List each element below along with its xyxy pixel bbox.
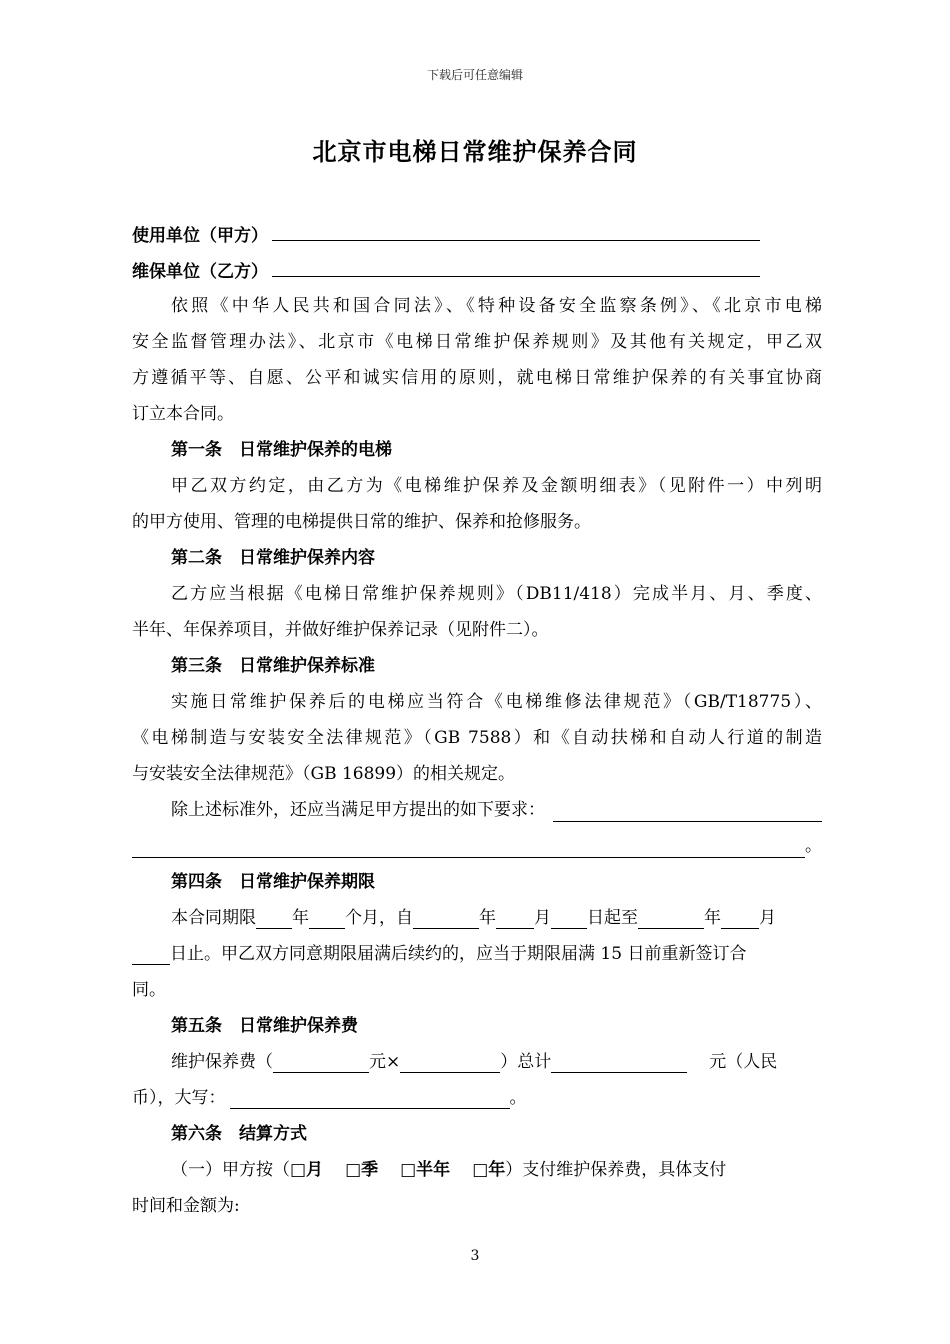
fee-prefix: 维护保养费（: [171, 1052, 273, 1072]
amount-in-words-blank[interactable]: [230, 1084, 510, 1109]
requirement-blank[interactable]: [553, 797, 822, 822]
article-6-payment-row-2: 时间和金额为:: [132, 1196, 240, 1216]
quantity-blank[interactable]: [400, 1048, 500, 1073]
option-year-checkbox[interactable]: □年: [472, 1160, 506, 1180]
article-6-payment-row: [132, 1152, 822, 1188]
party-b-blank[interactable]: [272, 252, 760, 277]
intro-line: 订立本合同。: [132, 404, 234, 424]
total-amount-blank[interactable]: [551, 1048, 687, 1073]
start-year-label: 年: [479, 908, 496, 928]
article-3-extra-label: 除上述标准外，还应当满足甲方提出的如下要求：: [171, 800, 545, 820]
fee-unit-label: 元×: [369, 1052, 401, 1072]
article-4-title: 第四条 日常维护保养期限: [171, 872, 375, 892]
intro-line: 依照《中华人民共和国合同法》、《特种设备安全监察条例》、《北京市电梯: [171, 296, 822, 316]
start-day-blank[interactable]: [551, 904, 587, 929]
fee-yuan-label: 元（人民: [709, 1052, 778, 1072]
article-5-title: 第五条 日常维护保养费: [171, 1016, 358, 1036]
intro-line: 安全监督管理办法》、北京市《电梯日常维护保养规则》及其他有关规定，甲乙双: [132, 332, 822, 352]
article-4-term-row-2: [132, 936, 822, 972]
option-month-checkbox[interactable]: □月: [290, 1160, 324, 1180]
term-line-2: 日止。甲乙双方同意期限届满后续约的，应当于期限届满 15 日前重新签订合: [170, 944, 747, 964]
start-month-blank[interactable]: [496, 904, 534, 929]
term-years-blank[interactable]: [256, 904, 292, 929]
option-quarter-checkbox[interactable]: □季: [345, 1160, 379, 1180]
unit-price-blank[interactable]: [273, 1048, 369, 1073]
start-year-blank[interactable]: [413, 904, 479, 929]
payment-suffix: ）支付维护保养费，具体支付: [505, 1160, 727, 1180]
party-a-blank[interactable]: [272, 216, 760, 241]
end-year-blank[interactable]: [638, 904, 704, 929]
article-1-line: 甲乙双方约定，由乙方为《电梯维护保养及金额明细表》（见附件一）中列明: [171, 476, 822, 496]
end-mark: 。: [805, 836, 822, 856]
start-day-label: 日起至: [587, 908, 638, 928]
article-3-extra-row-2: [132, 828, 822, 864]
article-2-line: 乙方应当根据《电梯日常维护保养规则》（DB11/418）完成半月、月、季度、: [171, 584, 822, 604]
term-prefix: 本合同期限: [171, 908, 256, 928]
article-2-title: 第二条 日常维护保养内容: [171, 548, 375, 568]
fee-end-mark: 。: [509, 1088, 527, 1108]
party-a-label: 使用单位（甲方）: [132, 226, 268, 246]
party-a-row: [132, 216, 822, 252]
term-month-label: 个月，自: [345, 908, 413, 928]
end-day-blank[interactable]: [132, 940, 170, 965]
end-month-blank[interactable]: [721, 904, 759, 929]
article-3-line: 与安装安全法律规范》（GB 16899）的相关规定。: [132, 764, 516, 784]
document-title: 北京市电梯日常维护保养合同: [312, 138, 638, 166]
article-4-term-row: [132, 900, 822, 936]
page-number: 3: [470, 1248, 480, 1264]
article-3-extra-row: [132, 792, 822, 828]
payment-prefix: （一）甲方按（: [171, 1160, 290, 1180]
end-month-label: 月: [759, 908, 776, 928]
article-2-line: 半年、年保养项目，并做好维护保养记录（见附件二）。: [132, 620, 549, 640]
header-note: 下载后可任意编辑: [426, 68, 523, 82]
term-year-label: 年: [292, 908, 309, 928]
article-6-title: 第六条 结算方式: [171, 1124, 307, 1144]
party-b-label: 维保单位（乙方）: [132, 262, 268, 282]
start-month-label: 月: [534, 908, 551, 928]
requirement-blank-2[interactable]: [132, 833, 805, 858]
party-b-row: [132, 252, 822, 288]
article-3-line: 《电梯制造与安装安全法律规范》（GB 7588）和《自动扶梯和自动人行道的制造: [132, 728, 822, 748]
article-5-fee-row-2: [132, 1080, 822, 1116]
contract-body: [132, 216, 822, 1224]
fee-total-label: ）总计: [500, 1052, 552, 1072]
article-5-fee-row: [132, 1044, 822, 1080]
article-3-title: 第三条 日常维护保养标准: [171, 656, 375, 676]
term-months-blank[interactable]: [309, 904, 345, 929]
end-year-label: 年: [704, 908, 721, 928]
article-4-term-row-3: 同。: [132, 980, 166, 1000]
article-1-line: 的甲方使用、管理的电梯提供日常的维护、保养和抢修服务。: [132, 512, 591, 532]
fee-capital-label: 币），大写：: [132, 1088, 226, 1108]
article-3-line: 实施日常维护保养后的电梯应当符合《电梯维修法律规范》（GB/T18775）、: [171, 692, 822, 712]
intro-line: 方遵循平等、自愿、公平和诚实信用的原则，就电梯日常维护保养的有关事宜协商: [132, 368, 822, 388]
option-half-year-checkbox[interactable]: □半年: [400, 1160, 451, 1180]
article-1-title: 第一条 日常维护保养的电梯: [171, 440, 392, 460]
